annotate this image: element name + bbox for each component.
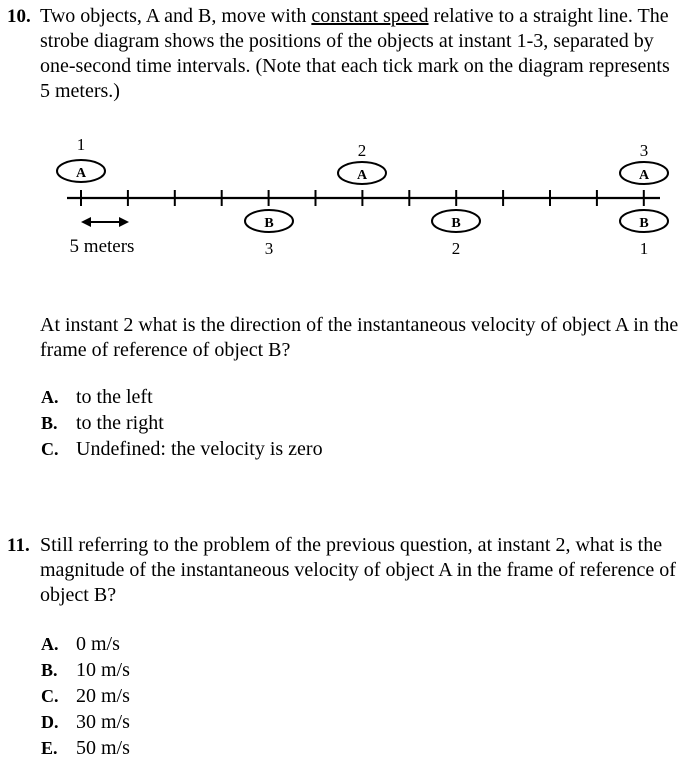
instant-label: 3 xyxy=(264,239,274,258)
scale-arrow xyxy=(81,217,129,227)
object-b-instant-1 xyxy=(620,210,668,258)
q11-option-b[interactable]: B. 10 m/s xyxy=(41,659,130,681)
object-b-instant-2 xyxy=(432,210,480,258)
object-label: A xyxy=(75,166,87,181)
q10-option-a[interactable]: A. to the left xyxy=(41,386,153,408)
q11-option-d[interactable]: D. 30 m/s xyxy=(41,711,130,733)
q10-option-c[interactable]: C. Undefined: the velocity is zero xyxy=(41,438,323,460)
instant-label: 1 xyxy=(639,239,649,258)
question-10-prompt: At instant 2 what is the direction of the instantaneous velocity of object A in the frame of reference of object B? xyxy=(40,314,679,361)
q10-option-b[interactable]: B. to the right xyxy=(41,412,164,434)
question-text: Two objects, A and B, move with constant speed relative to a straight line. The strobe diagram shows the positions of the objects at instant 1-3, separated by one-second time intervals. (Note that each tick mark on the diagram represents 5 meters.) xyxy=(40,5,670,102)
object-label: A xyxy=(638,168,650,183)
instant-label: 3 xyxy=(639,141,649,160)
object-a-instant-3 xyxy=(620,141,668,184)
object-label: B xyxy=(451,216,461,231)
q11-option-e[interactable]: E. 50 m/s xyxy=(41,737,130,759)
instant-label: 2 xyxy=(451,239,461,258)
instant-label: 1 xyxy=(76,135,86,154)
scale-label: 5 meters xyxy=(69,236,135,257)
object-label: B xyxy=(639,216,649,231)
underlined-phrase: constant speed xyxy=(311,5,429,27)
q11-option-c[interactable]: C. 20 m/s xyxy=(41,685,130,707)
question-number: 10. xyxy=(7,6,31,27)
question-number: 11. xyxy=(7,535,30,556)
object-label: B xyxy=(264,216,274,231)
q11-option-a[interactable]: A. 0 m/s xyxy=(41,633,120,655)
strobe-diagram xyxy=(0,130,688,265)
object-a-instant-1 xyxy=(57,135,105,182)
object-b-instant-3 xyxy=(245,210,293,258)
object-label: A xyxy=(356,168,368,183)
question-text: Still referring to the problem of the previous question, at instant 2, what is the magnitude of the instantaneous velocity of object A in the frame of reference of object B? xyxy=(40,534,676,606)
object-a-instant-2 xyxy=(338,141,386,184)
instant-label: 2 xyxy=(357,141,367,160)
